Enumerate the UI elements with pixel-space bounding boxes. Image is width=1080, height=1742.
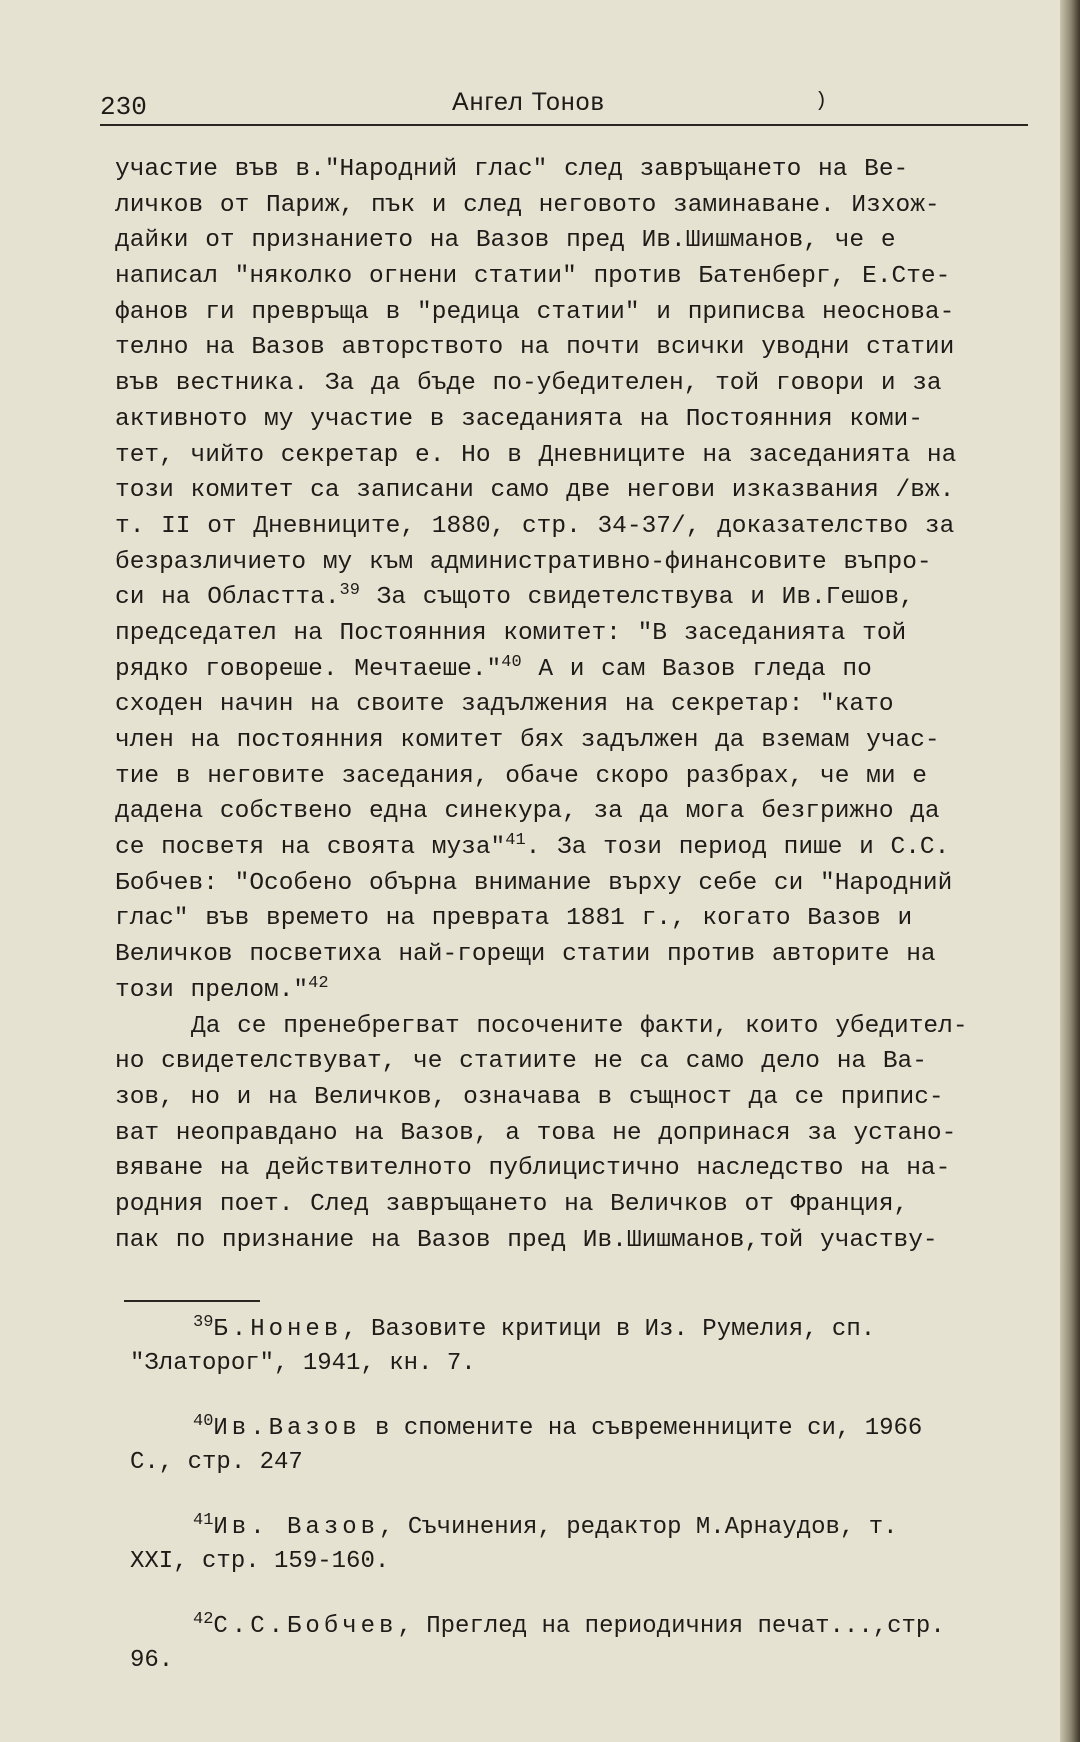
text-line: във вестника. За да бъде по-убедителен, той говори и за	[115, 370, 942, 398]
page-binding-edge	[1060, 0, 1080, 1742]
text-line: дайки от признанието на Вазов пред Ив.Шишманов, че е	[115, 227, 896, 255]
body-text	[115, 152, 1050, 1258]
text-line: но свидетелствуват, че статиите не са само дело на Ва-	[115, 1048, 927, 1076]
text-line: тет, чийто секретар е. Но в Дневниците на заседанията на	[115, 441, 957, 469]
footnote-line	[130, 1511, 1050, 1545]
footnotes	[130, 1313, 1050, 1709]
text-segment: . За този период пише и С.С.	[525, 834, 950, 862]
text-segment: се посветя на своята муза"	[115, 834, 506, 862]
footnote-40	[130, 1412, 1050, 1480]
text-line: т. II от Дневниците, 1880, стр. 34-37/, доказателство за	[115, 512, 955, 540]
header-mark: )	[815, 90, 828, 113]
text-segment: А и сам Вазов гледа по	[521, 655, 872, 683]
footnote-42	[130, 1610, 1050, 1678]
footnote-ref-41[interactable]: 41	[505, 831, 526, 851]
text-line: участие във в."Народний глас" след завръщането на Ве-	[115, 156, 909, 183]
text-segment: рядко говореше. Мечтаеше."	[115, 655, 502, 683]
footnote-text: , Преглед на периодичния печат...,стр.	[397, 1613, 945, 1640]
footnote-number: 39	[193, 1313, 214, 1332]
footnote-41	[130, 1511, 1050, 1579]
footnote-line: С., стр. 247	[130, 1449, 303, 1476]
footnote-number: 41	[193, 1511, 214, 1530]
footnote-line: XXI, стр. 159-160.	[130, 1548, 390, 1575]
text-line: родния поет. След завръщането на Величков от Франция,	[115, 1190, 909, 1218]
footnote-line	[130, 1412, 1050, 1446]
footnote-author: Ив.Вазов	[213, 1415, 361, 1442]
footnote-39	[130, 1313, 1050, 1381]
text-line: безразличието му към административно-финансовите въпро-	[115, 548, 932, 576]
text-line: тие в неговите заседания, обаче скоро разбрах, че ми е	[115, 762, 927, 790]
text-line: зов, но и на Величков, означава в същност да се припис-	[115, 1083, 944, 1111]
text-line: написал "няколко огнени статии" против Батенберг, Е.Сте-	[115, 263, 951, 291]
footnote-text: , Съчинения, редактор М.Арнаудов, т.	[379, 1514, 898, 1541]
footnote-line	[130, 1313, 1050, 1347]
text-line: дадена собствено една синекура, за да мога безгрижно да	[115, 798, 940, 826]
header-rule	[100, 124, 1028, 126]
text-line	[115, 580, 1050, 616]
footnote-ref-40[interactable]: 40	[501, 652, 522, 672]
text-line: пак по признание на Вазов пред Ив.Шишманов,той участву-	[115, 1226, 938, 1254]
footnote-separator	[124, 1300, 260, 1302]
running-head: Ангел Тонов	[452, 88, 605, 116]
footnote-number: 40	[193, 1412, 214, 1431]
footnote-ref-42[interactable]: 42	[308, 973, 329, 993]
text-line	[115, 652, 1050, 688]
text-line: този комитет са записани само две негови изказвания /вж.	[115, 477, 955, 505]
footnote-number: 42	[193, 1610, 214, 1629]
text-line: телно на Вазов авторството на почти всички уводни статии	[115, 334, 955, 362]
text-line: Да се пренебрегват посочените факти, които убедител-	[191, 1012, 968, 1040]
text-line: фанов ги превръща в "редица статии" и приписва неоснова-	[115, 298, 955, 326]
footnote-ref-39[interactable]: 39	[339, 581, 360, 601]
text-line: ват неоправдано на Вазов, а това не допринася за устано-	[115, 1119, 957, 1147]
text-line: Бобчев: "Особено обърна внимание върху себе си "Народний	[115, 869, 953, 897]
footnote-author: Ив. Вазов	[213, 1514, 380, 1541]
footnote-author: С.С.Бобчев	[213, 1613, 398, 1640]
text-line	[115, 973, 1050, 1009]
text-line	[115, 830, 1050, 866]
text-line: активното му участие в заседанията на Постоянния коми-	[115, 405, 923, 433]
text-line: Величков посветиха най-горещи статии против авторите на	[115, 941, 936, 969]
footnote-text: в спомените на съвременниците си, 1966	[360, 1415, 923, 1442]
page-number: 230	[100, 92, 147, 122]
text-segment: си на Областта.	[115, 584, 340, 612]
text-line: личков от Париж, пък и след неговото заминаване. Изхож-	[115, 191, 940, 219]
text-segment: За същото свидетелствува и Ив.Гешов,	[359, 584, 914, 612]
text-line: вяване на действителното публицистично наследство на на-	[115, 1155, 951, 1183]
footnote-text: , Вазовите критици в Из. Румелия, сп.	[342, 1316, 876, 1343]
footnote-line: "Златорог", 1941, кн. 7.	[130, 1350, 476, 1377]
page-header	[100, 86, 1030, 126]
text-segment: този прелом."	[115, 976, 309, 1004]
text-line: сходен начин на своите задължения на секретар: "като	[115, 691, 894, 719]
text-line: председател на Постоянния комитет: "В заседанията той	[115, 619, 907, 647]
footnote-author: Б.Нонев	[213, 1316, 343, 1343]
text-line: член на постоянния комитет бях задължен да вземам учас-	[115, 727, 940, 754]
footnote-line	[130, 1610, 1050, 1644]
footnote-line: 96.	[130, 1647, 174, 1674]
text-line: глас" във времето на превратa 1881 г., когато Вазов и	[115, 905, 913, 933]
